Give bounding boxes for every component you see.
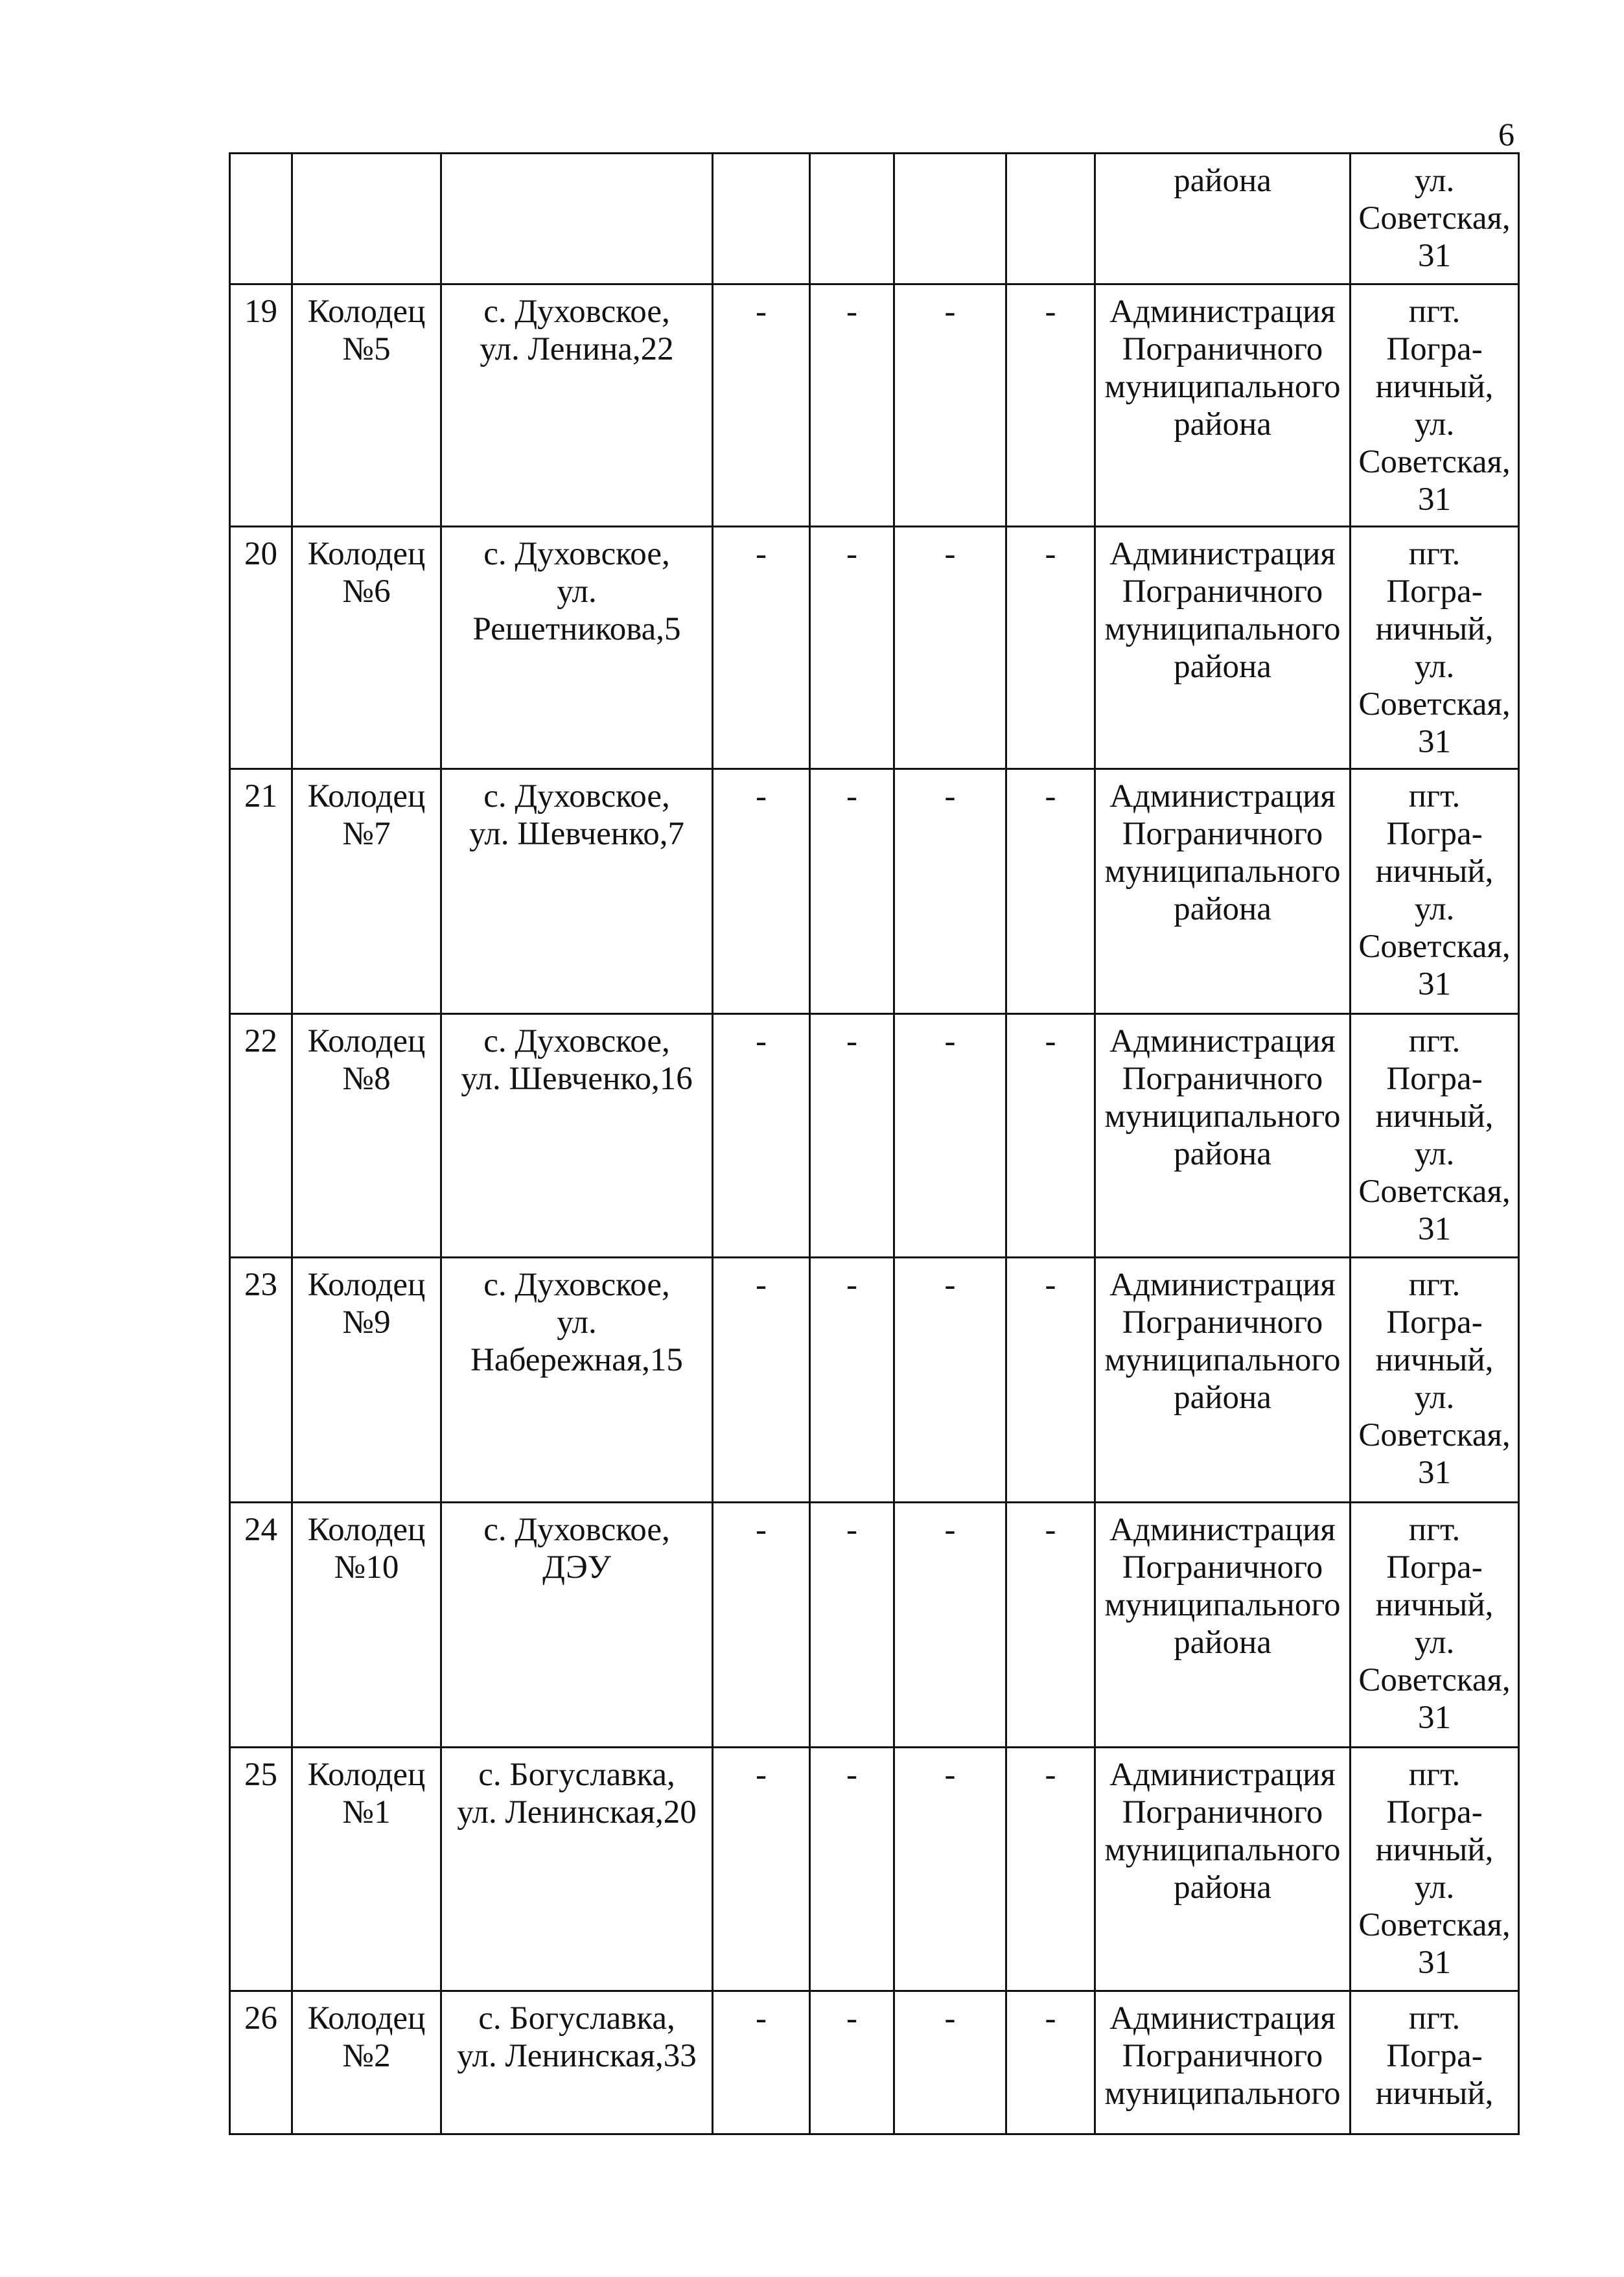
owner-address-cell: пгт. Погра- ничный, <box>1351 1991 1519 2134</box>
object-name-cell: Колодец №6 <box>292 527 441 769</box>
wells-table <box>229 152 1520 2135</box>
row-number-cell: 23 <box>230 1258 292 1503</box>
value-cell-4: - <box>1006 1503 1095 1748</box>
address-cell: с. Духовское, ул. Шевченко,7 <box>441 769 713 1014</box>
owner-address-cell: пгт. Погра- ничный, ул. Советская, 31 <box>1351 1014 1519 1258</box>
table-row <box>230 1503 1519 1748</box>
value-cell-1: - <box>713 1748 810 1991</box>
address-cell: с. Духовское, ул. Шевченко,16 <box>441 1014 713 1258</box>
value-cell-3: - <box>894 1748 1006 1991</box>
row-number-cell: 24 <box>230 1503 292 1748</box>
row-number-cell: 26 <box>230 1991 292 2134</box>
object-name-cell <box>292 154 441 284</box>
owner-cell: Администрация Пограничного муниципального района <box>1095 284 1351 527</box>
object-name-cell: Колодец №9 <box>292 1258 441 1503</box>
value-cell-3: - <box>894 1258 1006 1503</box>
value-cell-4: - <box>1006 769 1095 1014</box>
value-cell-2: - <box>810 527 894 769</box>
value-cell-1: - <box>713 1014 810 1258</box>
object-name-cell: Колодец №7 <box>292 769 441 1014</box>
table-row <box>230 1258 1519 1503</box>
address-cell: с. Духовское, ДЭУ <box>441 1503 713 1748</box>
value-cell-4: - <box>1006 527 1095 769</box>
table-row <box>230 284 1519 527</box>
value-cell-2: - <box>810 1991 894 2134</box>
table-row <box>230 769 1519 1014</box>
value-cell-1: - <box>713 1258 810 1503</box>
owner-cell: Администрация Пограничного муниципального района <box>1095 527 1351 769</box>
owner-cell: Администрация Пограничного муниципального района <box>1095 1503 1351 1748</box>
owner-cell: Администрация Пограничного муниципального района <box>1095 769 1351 1014</box>
owner-address-cell: пгт. Погра- ничный, ул. Советская, 31 <box>1351 284 1519 527</box>
value-cell-2: - <box>810 1014 894 1258</box>
owner-address-cell: пгт. Погра- ничный, ул. Советская, 31 <box>1351 769 1519 1014</box>
value-cell-4: - <box>1006 284 1095 527</box>
row-number-cell: 19 <box>230 284 292 527</box>
owner-address-cell: пгт. Погра- ничный, ул. Советская, 31 <box>1351 527 1519 769</box>
value-cell-3: - <box>894 1503 1006 1748</box>
value-cell-1: - <box>713 284 810 527</box>
row-number-cell: 20 <box>230 527 292 769</box>
owner-cell: района <box>1095 154 1351 284</box>
value-cell-2: - <box>810 769 894 1014</box>
owner-cell: Администрация Пограничного муниципального района <box>1095 1258 1351 1503</box>
row-number-cell: 21 <box>230 769 292 1014</box>
address-cell: с. Богуславка, ул. Ленинская,20 <box>441 1748 713 1991</box>
row-number-cell <box>230 154 292 284</box>
owner-address-cell: пгт. Погра- ничный, ул. Советская, 31 <box>1351 1258 1519 1503</box>
value-cell-1: - <box>713 769 810 1014</box>
value-cell-2: - <box>810 1258 894 1503</box>
address-cell: с. Духовское, ул. Набережная,15 <box>441 1258 713 1503</box>
value-cell-4: - <box>1006 1014 1095 1258</box>
owner-address-cell: пгт. Погра- ничный, ул. Советская, 31 <box>1351 1503 1519 1748</box>
address-cell: с. Богуславка, ул. Ленинская,33 <box>441 1991 713 2134</box>
owner-address-cell: пгт. Погра- ничный, ул. Советская, 31 <box>1351 1748 1519 1991</box>
value-cell-4: - <box>1006 1258 1095 1503</box>
value-cell-1: - <box>713 527 810 769</box>
value-cell-1: - <box>713 1503 810 1748</box>
row-number-cell: 25 <box>230 1748 292 1991</box>
value-cell-4: - <box>1006 1748 1095 1991</box>
value-cell-3: - <box>894 284 1006 527</box>
value-cell-3: - <box>894 1014 1006 1258</box>
table-row <box>230 1991 1519 2134</box>
object-name-cell: Колодец №8 <box>292 1014 441 1258</box>
address-cell: с. Духовское, ул. Решетникова,5 <box>441 527 713 769</box>
row-number-cell: 22 <box>230 1014 292 1258</box>
owner-cell: Администрация Пограничного муниципального района <box>1095 1014 1351 1258</box>
address-cell: с. Духовское, ул. Ленина,22 <box>441 284 713 527</box>
value-cell-3: - <box>894 769 1006 1014</box>
value-cell-3 <box>894 154 1006 284</box>
address-cell <box>441 154 713 284</box>
value-cell-2: - <box>810 1503 894 1748</box>
value-cell-3: - <box>894 1991 1006 2134</box>
table-row <box>230 527 1519 769</box>
value-cell-2: - <box>810 1748 894 1991</box>
value-cell-4 <box>1006 154 1095 284</box>
table-body <box>230 154 1519 2134</box>
table-row <box>230 1748 1519 1991</box>
table-row <box>230 154 1519 284</box>
object-name-cell: Колодец №1 <box>292 1748 441 1991</box>
page-number: 6 <box>1498 116 1514 152</box>
owner-cell: Администрация Пограничного муниципального района <box>1095 1748 1351 1991</box>
object-name-cell: Колодец №10 <box>292 1503 441 1748</box>
value-cell-2: - <box>810 284 894 527</box>
owner-cell: Администрация Пограничного муниципального <box>1095 1991 1351 2134</box>
owner-address-cell: ул. Советская, 31 <box>1351 154 1519 284</box>
value-cell-4: - <box>1006 1991 1095 2134</box>
object-name-cell: Колодец №5 <box>292 284 441 527</box>
value-cell-1: - <box>713 1991 810 2134</box>
value-cell-3: - <box>894 527 1006 769</box>
value-cell-2 <box>810 154 894 284</box>
object-name-cell: Колодец №2 <box>292 1991 441 2134</box>
table-row <box>230 1014 1519 1258</box>
value-cell-1 <box>713 154 810 284</box>
